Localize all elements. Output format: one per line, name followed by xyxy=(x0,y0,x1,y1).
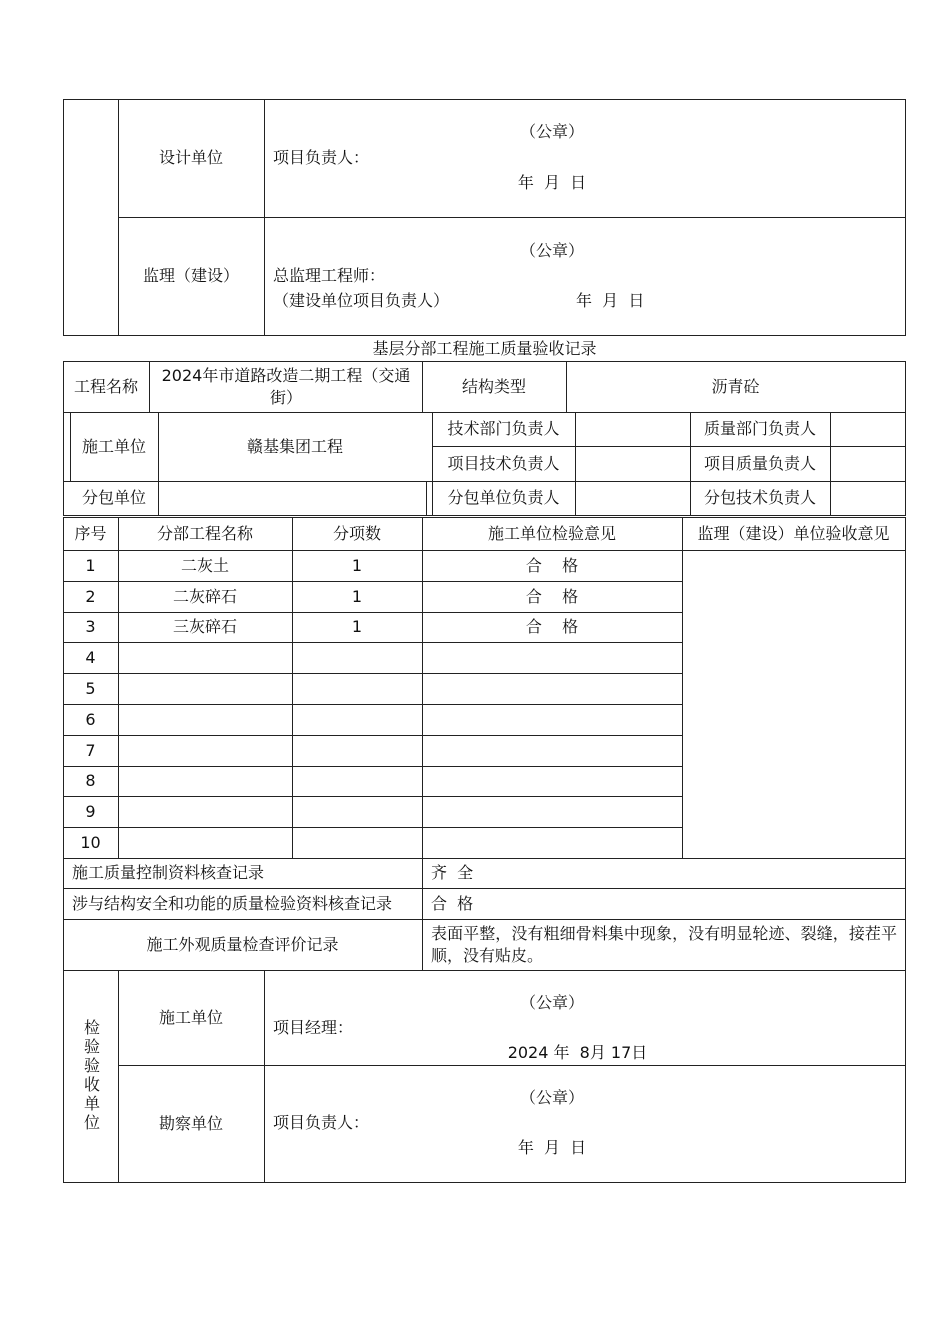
record-title: 基层分部工程施工质量验收记录 xyxy=(372,339,597,358)
supervision-unit-seal: （公章） xyxy=(519,241,584,260)
row-construction-opinion xyxy=(422,796,682,827)
project-name-label: 工程名称 xyxy=(73,376,138,396)
col-header-count: 分项数 xyxy=(332,523,381,543)
row-construction-opinion xyxy=(422,704,682,735)
row-subitem-count xyxy=(292,704,422,735)
row-subitem-count xyxy=(292,642,422,673)
tech-dept-head-label: 技术部门负责人 xyxy=(447,419,560,438)
project-manager-label: 项目经理： xyxy=(273,1018,354,1037)
row-construction-opinion xyxy=(422,735,682,766)
quality-dept-head-label: 质量部门负责人 xyxy=(703,419,816,438)
acceptance-construction-date: 2024 年 8月 17日 xyxy=(507,1043,648,1062)
quality-control-value: 齐 全 xyxy=(431,863,474,882)
structure-type-value: 沥青砼 xyxy=(711,376,760,396)
construction-unit-label: 施工单位 xyxy=(81,436,146,456)
row-item-name xyxy=(118,766,292,796)
row-subitem-count: 1 xyxy=(351,617,363,636)
design-unit-seal: （公章） xyxy=(519,122,584,141)
survey-unit-person: 项目负责人： xyxy=(273,1113,370,1132)
acceptance-construction-label: 施工单位 xyxy=(158,1007,223,1027)
row-item-name xyxy=(118,827,292,858)
design-unit-label: 设计单位 xyxy=(158,148,223,167)
supervision-unit-label: 监理（建设） xyxy=(142,266,239,285)
row-item-name xyxy=(118,642,292,673)
col-header-supervision-opinion: 监理（建设）单位验收意见 xyxy=(697,523,890,543)
row-construction-opinion xyxy=(422,766,682,796)
row-construction-opinion: 合 格 xyxy=(525,586,579,606)
owner-project-head-label: （建设单位项目负责人） xyxy=(273,291,450,310)
row-subitem-count xyxy=(292,766,422,796)
survey-unit-seal: （公章） xyxy=(519,1088,584,1107)
row-item-name xyxy=(118,704,292,735)
subcontract-unit-label: 分包单位 xyxy=(81,488,146,507)
project-tech-head-label: 项目技术负责人 xyxy=(447,453,560,473)
row-construction-opinion: 合 格 xyxy=(525,555,579,575)
row-subitem-count xyxy=(292,673,422,704)
row-number: 5 xyxy=(85,678,96,698)
col-header-no: 序号 xyxy=(74,523,107,543)
acceptance-construction-seal: （公章） xyxy=(519,993,584,1012)
survey-unit-label: 勘察单位 xyxy=(158,1113,223,1133)
supervision-unit-date: 年 月 日 xyxy=(576,291,645,310)
row-number: 8 xyxy=(85,771,96,790)
row-number: 6 xyxy=(85,709,96,729)
design-unit-date: 年 月 日 xyxy=(517,173,587,192)
project-quality-head-label: 项目质量负责人 xyxy=(703,453,816,473)
row-construction-opinion xyxy=(422,673,682,704)
row-number: 10 xyxy=(80,832,101,852)
row-item-name: 三灰碎石 xyxy=(172,617,237,636)
safety-function-value: 合 格 xyxy=(431,893,474,913)
appearance-value: 表面平整，没有粗细骨料集中现象，没有明显轮迹、裂缝，接茬平顺，没有贴皮。 xyxy=(431,923,897,965)
col-header-construction-opinion: 施工单位检验意见 xyxy=(487,523,616,543)
row-number: 7 xyxy=(85,740,96,760)
row-construction-opinion xyxy=(422,642,682,673)
row-number: 3 xyxy=(85,617,96,636)
row-item-name xyxy=(118,796,292,827)
subcontract-unit-head-label: 分包单位负责人 xyxy=(447,488,560,507)
row-item-name xyxy=(118,735,292,766)
row-subitem-count xyxy=(292,827,422,858)
quality-control-label: 施工质量控制资料核查记录 xyxy=(72,863,265,882)
row-construction-opinion: 合 格 xyxy=(525,617,579,636)
col-header-name: 分部工程名称 xyxy=(156,523,253,543)
survey-unit-date: 年 月 日 xyxy=(517,1138,587,1157)
chief-supervisor-label: 总监理工程师： xyxy=(273,266,386,285)
row-item-name xyxy=(118,673,292,704)
row-subitem-count: 1 xyxy=(351,586,363,606)
acceptance-side-label: 检验验收单位 xyxy=(81,1019,101,1133)
row-item-name: 二灰土 xyxy=(180,555,229,575)
safety-function-label: 涉与结构安全和功能的质量检验资料核查记录 xyxy=(72,893,393,913)
row-number: 1 xyxy=(85,555,96,575)
design-unit-person: 项目负责人： xyxy=(273,148,370,167)
appearance-label: 施工外观质量检查评价记录 xyxy=(146,934,339,954)
row-number: 9 xyxy=(85,801,96,821)
row-subitem-count: 1 xyxy=(351,555,363,575)
row-number: 2 xyxy=(85,586,96,606)
row-number: 4 xyxy=(85,647,96,667)
row-subitem-count xyxy=(292,796,422,827)
subcontract-tech-head-label: 分包技术负责人 xyxy=(703,488,816,507)
row-subitem-count xyxy=(292,735,422,766)
structure-type-label: 结构类型 xyxy=(461,376,526,396)
row-construction-opinion xyxy=(422,827,682,858)
construction-unit-value: 赣基集团工程 xyxy=(246,436,343,456)
project-name-value: 2024年市道路改造二期工程（交通街） xyxy=(161,365,411,407)
row-item-name: 二灰碎石 xyxy=(172,586,237,606)
